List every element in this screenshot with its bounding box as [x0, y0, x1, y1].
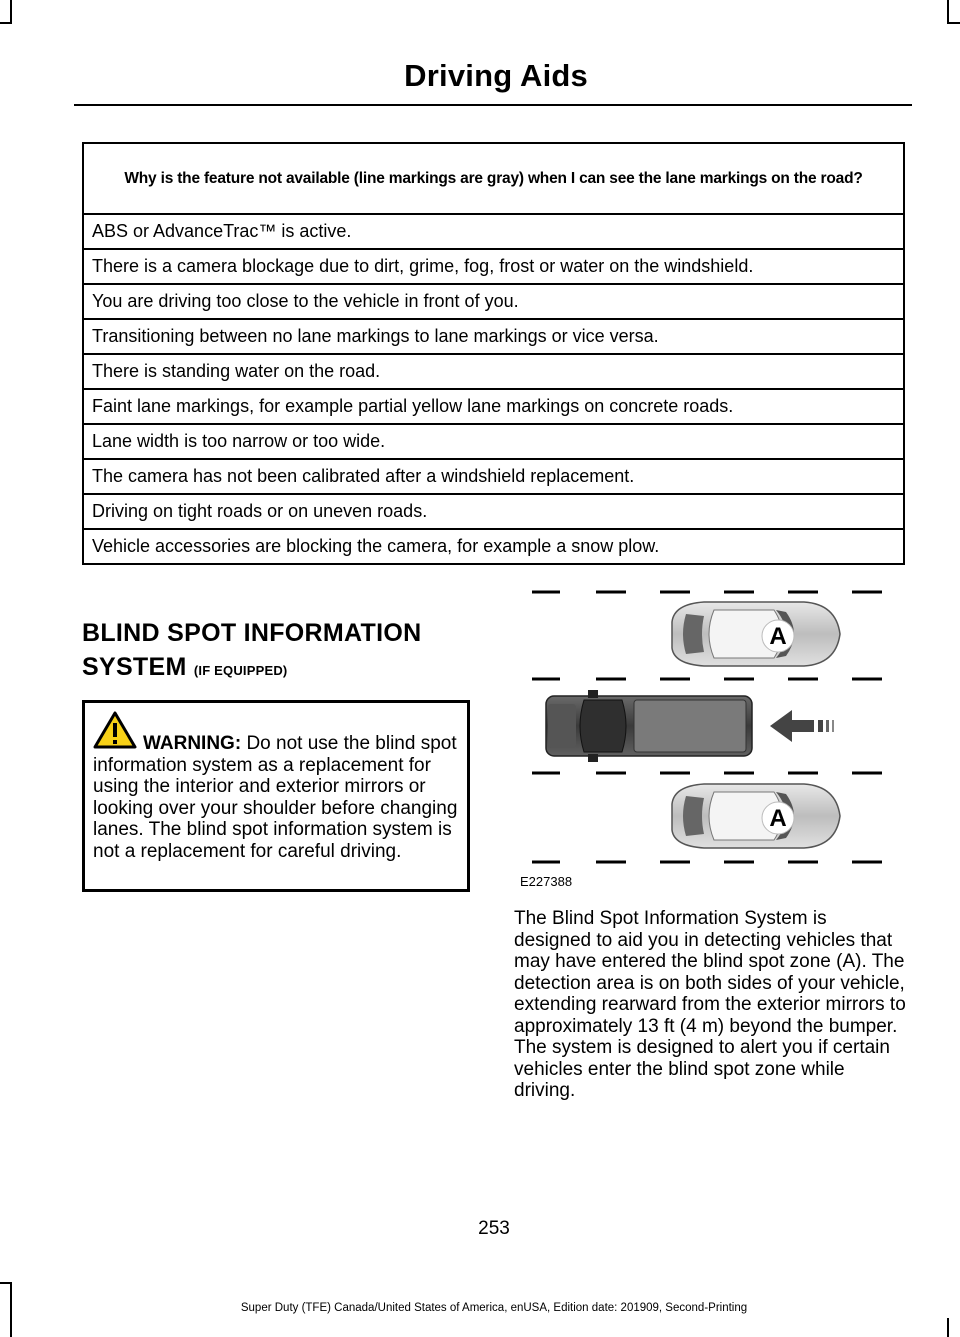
warning-triangle-icon — [93, 711, 137, 749]
crop-mark — [0, 1282, 12, 1284]
crop-mark — [947, 1318, 949, 1337]
table-cell: There is a camera blockage due to dirt, grime, fog, frost or water on the windshield. — [83, 249, 904, 284]
heading-line-1: BLIND SPOT INFORMATION — [82, 619, 422, 647]
table-row — [83, 319, 904, 354]
table-row — [83, 284, 904, 319]
table-row — [83, 459, 904, 494]
table-cell: The camera has not been calibrated after a windshield replacement. — [83, 459, 904, 494]
table-cell: Vehicle accessories are blocking the camera, for example a snow plow. — [83, 529, 904, 564]
blind-spot-illustration — [514, 578, 906, 878]
table-row — [83, 389, 904, 424]
zone-label-top: A — [769, 623, 787, 650]
table-cell: Transitioning between no lane markings to lane markings or vice versa. — [83, 319, 904, 354]
crop-mark — [947, 22, 960, 24]
table-row — [83, 249, 904, 284]
crop-mark — [947, 0, 949, 22]
faq-table — [82, 142, 905, 565]
warning-label: WARNING: — [143, 733, 242, 754]
table-cell: Driving on tight roads or on uneven roads. — [83, 494, 904, 529]
table-cell: There is standing water on the road. — [83, 354, 904, 389]
table-cell: ABS or AdvanceTrac™ is active. — [83, 214, 904, 249]
table-cell: You are driving too close to the vehicle in front of you. — [83, 284, 904, 319]
title-divider — [74, 104, 912, 106]
heading-suffix: (IF EQUIPPED) — [193, 663, 288, 678]
crop-mark — [10, 0, 12, 22]
table-row — [83, 354, 904, 389]
warning-text — [93, 733, 459, 862]
heading-line-2 — [82, 650, 482, 688]
table-row — [83, 494, 904, 529]
warning-body: Do not use the blind spot information system as a replacement for using the interior and exterior mirrors or looking over your shoulder before changing lanes. The blind spot information system is not a replacement for careful driving. — [93, 733, 458, 862]
truck-icon — [546, 690, 752, 762]
car-bottom-icon — [672, 784, 840, 848]
table-cell: Faint lane markings, for example partial yellow lane markings on concrete roads. — [83, 389, 904, 424]
table-cell: Lane width is too narrow or too wide. — [83, 424, 904, 459]
warning-box — [82, 700, 470, 892]
table-question: Why is the feature not available (line markings are gray) when I can see the lane markings on the road? — [83, 143, 904, 214]
crop-mark — [0, 22, 12, 24]
table-row — [83, 214, 904, 249]
figure-code: E227388 — [520, 874, 573, 889]
section-heading — [82, 616, 482, 688]
zone-label-bottom: A — [769, 805, 787, 832]
page-footer: Super Duty (TFE) Canada/United States of America, enUSA, Edition date: 201909, Second-Printing — [240, 1302, 748, 1314]
car-top-icon — [672, 602, 840, 666]
blind-spot-figure — [514, 578, 906, 894]
page-title: Driving Aids — [404, 58, 588, 93]
heading-main: SYSTEM — [82, 653, 187, 681]
page-number: 253 — [478, 1218, 510, 1239]
description-paragraph: The Blind Spot Information System is designed to aid you in detecting vehicles that may have entered the blind spot zone (A). The detection area is on both sides of your vehicle, extending rearward from the exterior mirrors to approximately 13 ft (4 m) beyond the bumper. The system is designed to alert you if certain vehicles enter the blind spot zone while driving. — [514, 908, 906, 1101]
table-row — [83, 529, 904, 564]
table-row — [83, 424, 904, 459]
left-arrow-icon — [770, 710, 834, 742]
table-header-row — [83, 143, 904, 214]
